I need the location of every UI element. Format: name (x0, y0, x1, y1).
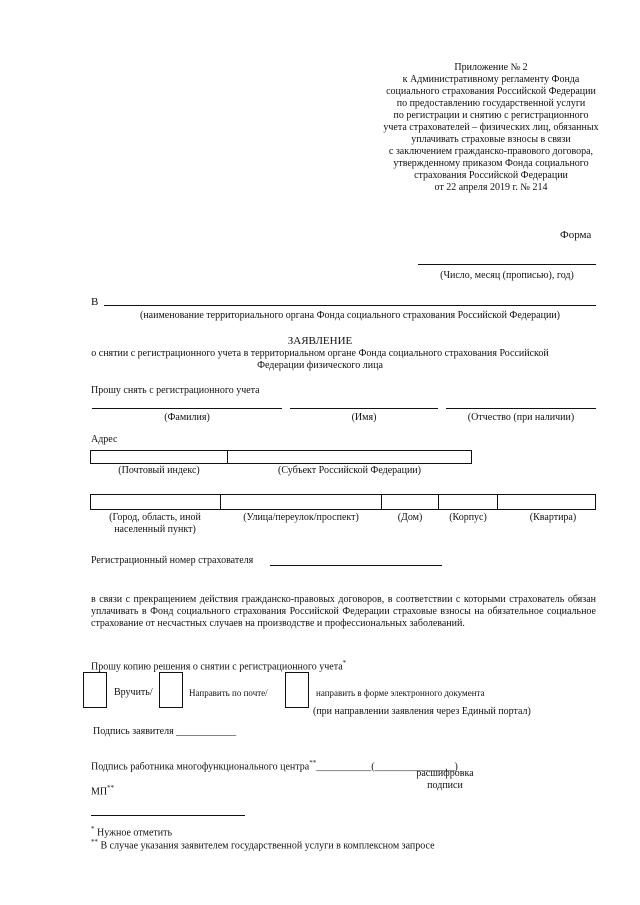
footnote-1-text: Нужное отметить (94, 827, 173, 839)
electronic-checkbox[interactable] (285, 672, 309, 708)
applicant-signature[interactable]: Подпись заявителя ____________ (93, 726, 237, 737)
first-name-field[interactable] (290, 408, 438, 409)
stamp-mark: ** (107, 784, 115, 792)
region-field[interactable] (227, 450, 472, 464)
mail-option-label: Направить по почте/ (189, 688, 268, 698)
appendix-line: с заключением гражданско-правового договора, (388, 146, 594, 157)
appendix-line: уплачивать страховые взносы в связи (411, 134, 571, 145)
form-label: Форма (560, 229, 592, 241)
reg-number-label: Регистрационный номер страхователя (91, 555, 254, 566)
authority-field[interactable] (104, 305, 596, 306)
appendix-line: Приложение № 2 (454, 62, 528, 73)
address-label: Адрес (91, 434, 118, 445)
street-field[interactable] (220, 494, 382, 510)
reason-text: в связи с прекращением действия гражданско-правовых договоров, в соответствии с которыми страхователь обязан уплачивать в Фонд социального страхования Российской Федерации страховые взносы на обязательное социальное страхование от несчастных случаев на производстве и профессиональных заболеваний. (91, 594, 596, 629)
appendix-block (356, 62, 626, 194)
appendix-line: по регистрации и снятию с регистрационного (393, 110, 589, 121)
decoding-caption: расшифровка подписи (416, 768, 474, 791)
subtitle-line: о снятии с регистрационного учета в территориальном органе Фонда социального страхования Российской (91, 348, 549, 359)
surname-caption: (Фамилия) (164, 412, 210, 423)
request-text: Прошу снять с регистрационного учета (91, 385, 260, 396)
appendix-line: страхования Российской Федерации (414, 170, 568, 181)
city-field[interactable] (90, 494, 221, 510)
date-field[interactable] (418, 264, 596, 265)
stamp-label: МП (91, 786, 108, 798)
building-caption: (Корпус) (449, 512, 487, 523)
first-name-caption: (Имя) (351, 412, 377, 423)
date-caption: (Число, месяц (прописью), год) (440, 270, 574, 281)
footnote-2-mark: ** (91, 838, 98, 846)
appendix-line: социального страхования Российской Федерации (386, 86, 596, 97)
page-title: ЗАЯВЛЕНИЕ (287, 335, 353, 347)
subtitle-line: Федерации физического лица (257, 360, 383, 371)
footnote-2 (91, 836, 435, 852)
electronic-option-note: (при направлении заявления через Единый портал) (313, 706, 531, 717)
footnote-separator (91, 815, 245, 816)
authority-caption: (наименование территориального органа Фонда социального страхования Российской Федерации) (140, 310, 560, 321)
appendix-line: к Административному регламенту Фонда (402, 74, 580, 85)
appendix-line: утвержденному приказом Фонда социального (393, 158, 589, 169)
city-caption: (Город, область, иной населенный пункт) (109, 512, 201, 535)
copy-request (91, 657, 346, 673)
patronymic-field[interactable] (446, 408, 596, 409)
to-prefix: В (91, 296, 99, 308)
street-caption: (Улица/переулок/проспект) (243, 512, 359, 523)
building-field[interactable] (438, 494, 498, 510)
surname-field[interactable] (92, 408, 282, 409)
hand-checkbox[interactable] (83, 672, 107, 708)
mfc-signature-field[interactable]: ___________(________________) (316, 761, 458, 773)
electronic-option-label: направить в форме электронного документа (316, 688, 485, 698)
patronymic-caption: (Отчество (при наличии) (467, 412, 575, 423)
appendix-line: от 22 апреля 2019 г. № 214 (434, 182, 548, 193)
footnote-1-mark: * (91, 825, 95, 833)
copy-request-text: Прошу копию решения о снятии с регистрационного учета (91, 661, 343, 673)
reg-number-field[interactable] (270, 565, 442, 566)
house-caption: (Дом) (397, 512, 423, 523)
mfc-signature-label: Подпись работника многофункционального центра (91, 761, 310, 773)
postal-index-field[interactable] (90, 450, 228, 464)
apartment-caption: (Квартира) (529, 512, 577, 523)
region-caption: (Субъект Российской Федерации) (277, 465, 421, 476)
mail-checkbox[interactable] (159, 672, 183, 708)
house-field[interactable] (381, 494, 439, 510)
mfc-mark: ** (309, 759, 317, 767)
apartment-field[interactable] (497, 494, 596, 510)
postal-index-caption: (Почтовый индекс) (118, 465, 200, 476)
copy-request-mark: * (342, 659, 347, 667)
appendix-line: по предоставлению государственной услуги (396, 98, 586, 109)
stamp-label-row (91, 782, 114, 798)
footnote-2-text: В случае указания заявителем государственной услуги в комплексном запросе (98, 840, 435, 852)
hand-option-label: Вручить/ (114, 687, 153, 698)
appendix-line: учета страхователей – физических лиц, обязанных (383, 122, 599, 133)
